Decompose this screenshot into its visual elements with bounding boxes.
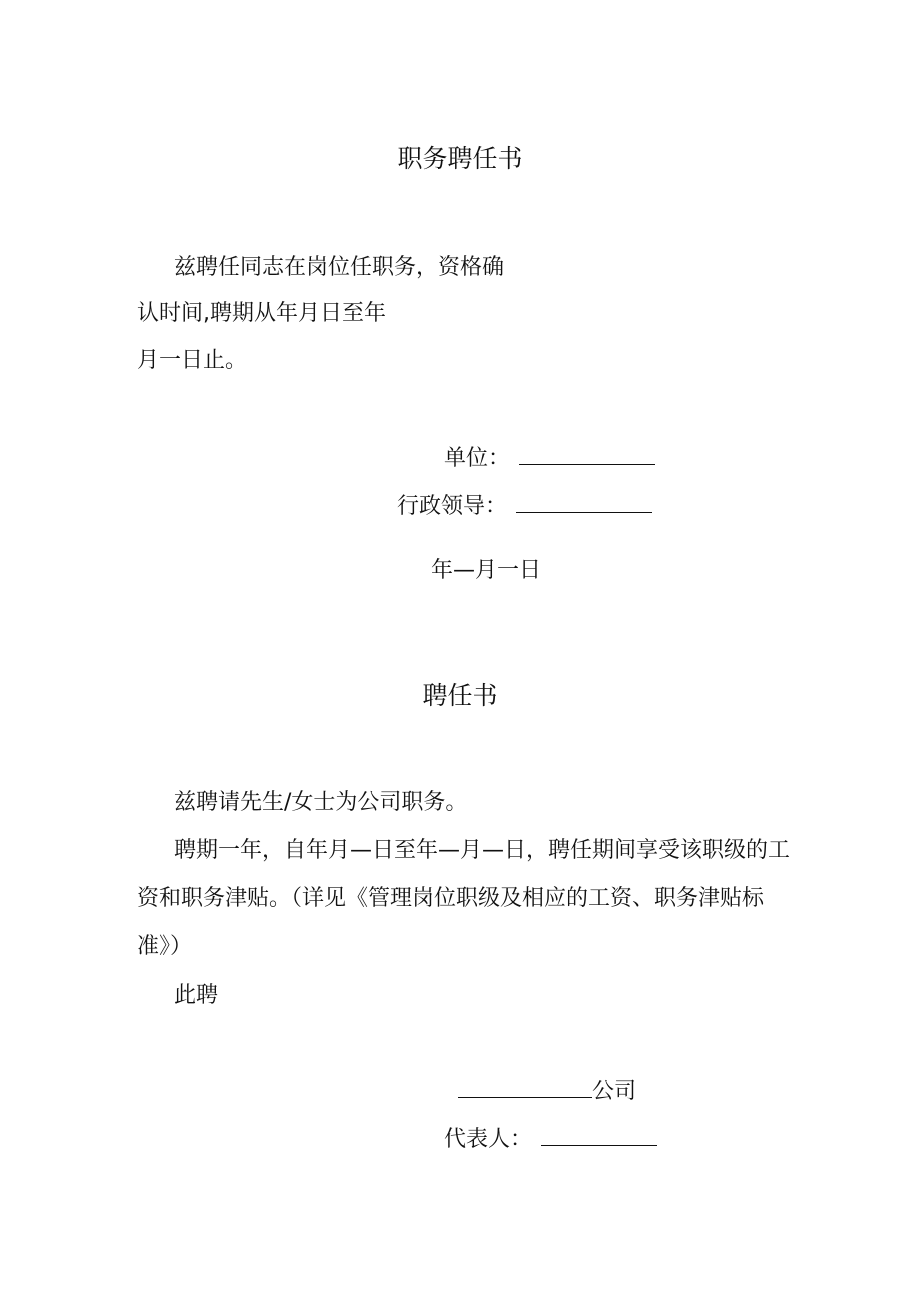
- doc2-title: 聘任书: [422, 681, 498, 710]
- doc1-leader-blank[interactable]: [516, 490, 652, 513]
- doc2-company-row: [458, 1075, 636, 1107]
- doc2-rep-row: [444, 1123, 657, 1155]
- doc1-paragraph-line-2: 认时间,聘期从年月日至年: [137, 301, 386, 326]
- doc2-closing: 此聘: [174, 983, 219, 1008]
- doc2-company-blank[interactable]: [458, 1075, 592, 1098]
- doc1-leader-label: 行政领导：: [397, 494, 508, 519]
- doc1-paragraph-line-3: 月一日止。: [137, 348, 248, 373]
- doc2-paragraph-2-line-3: 准》）: [137, 934, 193, 959]
- doc2-paragraph-2-line-1: 聘期一年，自年月—日至年—月—日，聘任期间享受该职级的工: [174, 838, 791, 863]
- doc1-unit-row: [444, 442, 655, 474]
- doc1-leader-row: [397, 490, 652, 522]
- doc1-title: 职务聘任书: [397, 144, 523, 173]
- doc2-rep-blank[interactable]: [541, 1123, 657, 1146]
- doc1-unit-label: 单位：: [444, 446, 511, 471]
- doc2-paragraph-1: 兹聘请先生/女士为公司职务。: [174, 790, 468, 815]
- doc1-date-line: 年—月一日: [431, 558, 542, 583]
- doc2-company-suffix: 公司: [592, 1079, 637, 1104]
- doc2-paragraph-2-line-2: 资和职务津贴。（详见《管理岗位职级及相应的工资、职务津贴标: [137, 886, 765, 911]
- doc1-unit-blank[interactable]: [519, 442, 655, 465]
- doc2-rep-label: 代表人：: [444, 1127, 533, 1152]
- doc1-paragraph-line-1: 兹聘任同志在岗位任职务，资格确: [174, 255, 505, 280]
